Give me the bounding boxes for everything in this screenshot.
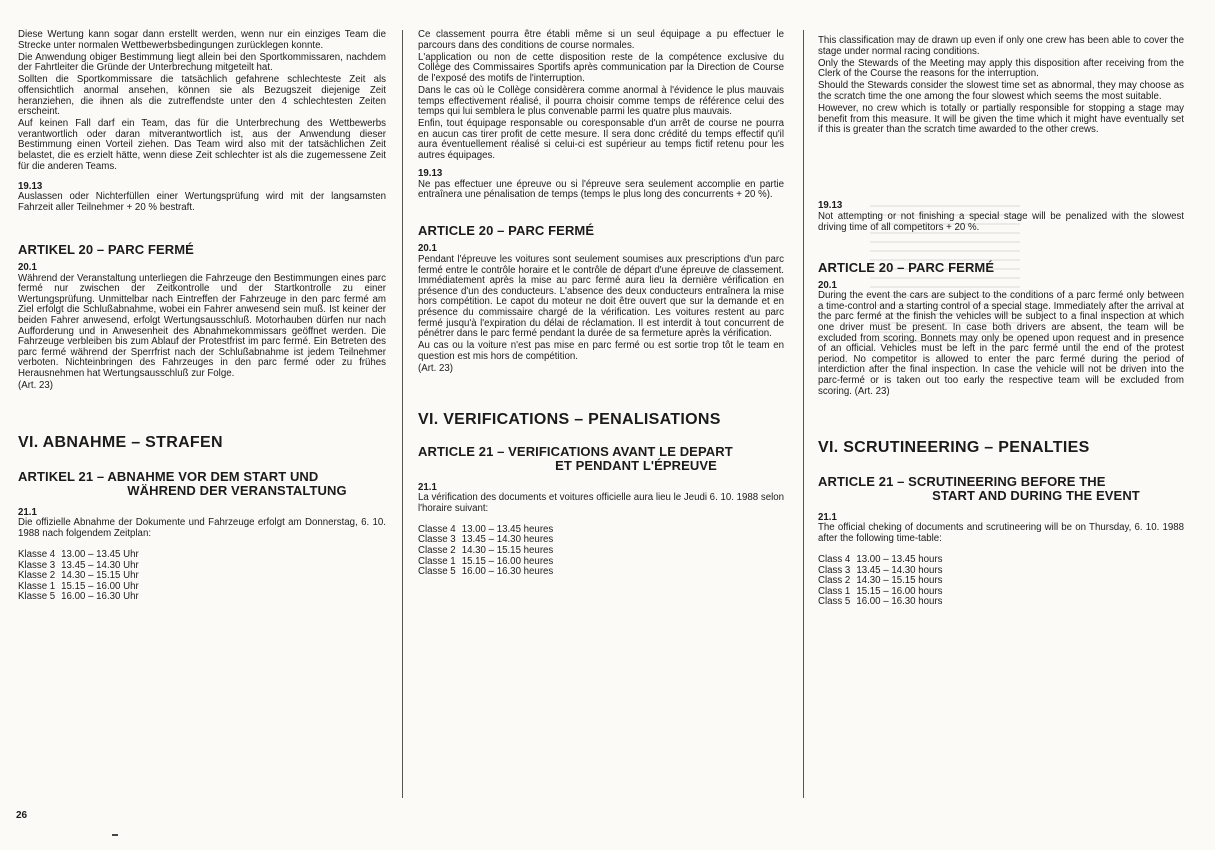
intro-paragraph: However, no crew which is totally or partially responsible for stopping a stage may benefit from this measure. It will be given the time which it might have eventually set if this is greater than the scratch time awarded to the other crews. [818,103,1184,136]
intro-paragraph: Sollten die Sportkommissare die tatsächlich gefahrene schlechteste Zeit als offensichtlich anormal ansehen, können sie als Bezugszeit diejenige Zeit heranziehen, die ihnen als die zutreffendste unter den 4 schlechtesten Zeiten erscheint. [18,74,386,118]
schedule-time: 13.00 – 13.45 hours [856,553,943,565]
column-divider [402,30,403,798]
schedule-row [418,567,559,578]
schedule-time: 14.30 – 15.15 heures [461,545,554,556]
article-heading-line: WÄHREND DER VERANSTALTUNG [127,482,347,498]
intro-paragraph: Die Anwendung obiger Bestimmung liegt allein bei den Sportkommissaren, nachdem der Fahrtleiter die Gründe der Unterbrechung mitgeteilt hat. [18,51,386,74]
article-heading: ARTIKEL 20 – PARC FERMÉ [18,242,194,257]
part-heading: VI. ABNAHME – STRAFEN [18,433,223,451]
part-heading: VI. VERIFICATIONS – PENALISATIONS [418,410,721,428]
schedule-class: Class 2 [818,575,851,587]
schedule-time: 13.00 – 13.45 heures [461,523,554,535]
schedule-table [418,525,559,578]
intro-paragraph: L'application ou non de cette disposition reste de la compétence exclusive du Collège des Commissaires Sportifs après communication par la Direction de Course de l'exposé des motifs de l'interruption. [418,51,784,84]
article-heading-line: ARTIKEL 21 – ABNAHME VOR DEM START UND [18,468,319,484]
schedule-time: 13.45 – 14.30 hours [856,564,943,576]
schedule-class: Klasse 4 [18,548,56,560]
schedule-class: Klasse 3 [18,559,56,571]
article-heading [418,445,784,473]
schedule-class: Klasse 5 [18,591,56,603]
section-text: Ne pas effectuer une épreuve ou si l'épreuve sera seulement accomplie en partie entraînera une pénalisation de temps (temps le plus long des concurrents + 20 %). [418,178,784,201]
schedule-class: Classe 1 [418,555,456,567]
schedule-time: 14.30 – 15.15 Uhr [61,570,139,582]
schedule-class: Class 5 [818,596,851,608]
page-number: 26 [16,810,28,821]
section-text: Au cas ou la voiture n'est pas mise en parc fermé ou est sortie trop tôt le team en question est mis hors de compétition. [418,340,784,362]
article-heading [18,470,386,498]
article-heading [818,475,1184,503]
schedule-class: Class 4 [818,553,851,565]
section-number: 19.13 [418,168,443,180]
schedule-class: Klasse 2 [18,570,56,582]
intro-paragraph: Enfin, tout équipage responsable ou coresponsable d'un arrêt de course ne pourra en aucun cas tirer profit de cette mesure. Il sera donc crédité du temps effectif qu'il aura éventuellement réalisé si celui-ci est supérieur au temps fictif retenu pour les autres équipages. [418,118,784,162]
article-reference: (Art. 23) [18,380,53,392]
intro-paragraph: Dans le cas où le Collège considèrera comme anormal à l'évidence le plus mauvais temps effectivement réalisé, il pourra choisir comme temps de référence celui des temps qui lui semblera le plus convenable parmi les quatre plus mauvais. [418,84,784,118]
schedule-row [818,597,949,608]
section-number: 19.13 [818,200,843,212]
section-number: 20.1 [18,262,37,273]
schedule-time: 14.30 – 15.15 hours [856,575,943,587]
article-heading: ARTICLE 20 – PARC FERMÉ [818,259,995,275]
schedule-time: 16.00 – 16.30 hours [856,596,943,608]
section-number: 19.13 [18,180,43,192]
print-mark [112,834,118,836]
article-reference: (Art. 23) [418,362,453,374]
section-number: 20.1 [418,243,437,255]
section-text: The official cheking of documents and scrutineering will be on Thursday, 6. 10. 1988 after the following time-table: [818,522,1184,544]
schedule-class: Klasse 1 [18,580,56,592]
schedule-class: Classe 2 [418,545,456,556]
column-english [818,36,1184,608]
part-heading: VI. SCRUTINEERING – PENALTIES [818,438,1090,456]
section-text: La vérification des documents et voitures officielle aura lieu le Jeudi 6. 10. 1988 selon l'horaire suivant: [418,492,785,514]
column-german [18,30,386,603]
intro-paragraph: This classification may de drawn up even if only one crew has been able to cover the stage under normal racing conditions. [818,35,1184,57]
schedule-time: 15.15 – 16.00 hours [856,585,943,597]
schedule-time: 15.15 – 16.00 heures [461,555,554,567]
schedule-row [18,550,145,561]
schedule-time: 16.00 – 16.30 heures [461,566,554,578]
schedule-class: Classe 5 [418,566,456,578]
column-french [418,30,784,578]
section-number: 21.1 [818,511,837,523]
schedule-time: 13.45 – 14.30 Uhr [61,559,139,571]
article-heading-line: ARTICLE 21 – SCRUTINEERING BEFORE THE [818,473,1106,489]
schedule-table [818,555,949,608]
schedule-row [418,546,559,557]
section-text: Auslassen oder Nichterfüllen einer Wertungsprüfung wird mit der langsamsten Fahrzeit aller Teilnehmer + 20 % bestraft. [18,191,386,213]
section-text: Not attempting or not finishing a special stage will be penalized with the slowest driving time of all competitors + 20 %. [818,210,1184,233]
article-heading-line: ET PENDANT L'ÉPREUVE [555,457,717,473]
schedule-time: 13.00 – 13.45 Uhr [61,548,139,560]
intro-paragraph: Diese Wertung kann sogar dann erstellt werden, wenn nur ein einziges Team die Strecke unter normalen Wettbewerbsbedingungen zurücklegen konnte. [18,29,386,51]
section-text: During the event the cars are subject to the conditions of a parc fermé only between a time-control and a starting control of a special stage. Immediately after the arrival at the parc fermé at the finish the vehicles will be subject to a final inspection at which one driver must be present. In case both drivers are absent, the team will be excluded from scoring. Bonnets may only be opened upon request and in presence of an official. Vehicles must be left in the parc fermé until the end of the protest period. No competitor is allowed to enter the parc fermé during the period of interdiction after the final inspection. In case the vehicle will not be driven into the parc-fermé or is taken out too early the respective team will be excluded from scoring. (Art. 23) [818,290,1184,397]
intro-paragraph: Only the Stewards of the Meeting may apply this disposition after receiving from the Clerk of the Course the reasons for the interruption. [818,57,1184,80]
section-text: Die offizielle Abnahme der Dokumente und Fahrzeuge erfolgt am Donnerstag, 6. 10. 1988 nach folgendem Zeitplan: [18,517,386,539]
section-text: Während der Veranstaltung unterliegen die Fahrzeuge den Bestimmungen eines parc fermé nur zwischen der Zeitkontrolle und der Startkontrolle zu einer Wertungsprüfung. Unmittelbar nach Eintreffen der Fahrzeuge in den parc fermé am Ziel erfolgt die Schlußabnahme, wobei ein Fahrer anwesend sein muß. Ist keiner der beiden Fahrer anwesend, erfolgt Wertungsausschluß. Motorhauben dürfen nur nach Aufforderung und in Anwesenheit des Abnahmekommissars geöffnet werden. Die Fahrzeuge verbleiben bis zum Ablauf der Protestfrist im parc fermé. Ein Betreten des parc fermé während der Sperrfrist nach der Schlußabnahme ist jedem Teilnehmer verboten. Nichteinbringen des Fahrzeuges in den parc fermé oder zu frühes Herausnehmen hat Wertungsausschluß zur Folge. [18,272,386,379]
article-heading-line: ARTICLE 21 – VERIFICATIONS AVANT LE DEPART [418,443,733,459]
article-heading-line: START AND DURING THE EVENT [932,487,1140,503]
section-number: 21.1 [18,506,37,518]
schedule-row [18,592,145,603]
schedule-row [818,555,949,566]
schedule-class: Classe 3 [418,534,456,546]
intro-paragraph: Ce classement pourra être établi même si un seul équipage a pu effectuer le parcours dans des conditions de course normales. [418,29,784,51]
article-heading: ARTICLE 20 – PARC FERMÉ [418,223,595,239]
schedule-time: 13.45 – 14.30 heures [461,534,554,546]
section-number: 21.1 [418,481,437,493]
schedule-class: Class 1 [818,585,851,597]
section-number: 20.1 [818,279,837,291]
schedule-table [18,550,145,603]
section-text: Pendant l'épreuve les voitures sont seulement soumises aux prescriptions d'un parc fermé entre le contrôle horaire et le contrôle de départ d'une épreuve de classement. Immédiatement après la mise au parc fermé aura lieu la dernière vérification en présence d'un des conducteurs. L'absence des deux conducteurs entraînera la mise hors compétition. Le capot du moteur ne doit être ouvert que sur la demande et en présence du commissaire chargé de la vérification. Les voitures restent au parc fermé jusqu'à l'expiration du délai de réclamation. Il est interdit à tout concurrent de pénétrer dans le parc fermé pendant la durée de sa fermeture après la vérification. [418,254,784,340]
column-divider [803,30,804,798]
schedule-time: 16.00 – 16.30 Uhr [61,591,139,603]
schedule-class: Class 3 [818,564,851,576]
intro-paragraph: Auf keinen Fall darf ein Team, das für die Unterbrechung des Wettbewerbs verantwortlich oder daran mitverantwortlich ist, aus der Anwendung dieser Bestimmung einen Vorteil ziehen. Das Team wird also mit der tatsächlichen Zeit belastet, die es erzielt hätte, wenn diese Zeit schlechter ist als die zugemessene Zeit für die anderen Teams. [18,118,386,172]
intro-paragraph: Should the Stewards consider the slowest time set as abnormal, they may choose as the scratch time the one among the four slowest which seems the most suitable. [818,80,1184,102]
schedule-time: 15.15 – 16.00 Uhr [61,580,139,592]
schedule-class: Classe 4 [418,523,456,535]
